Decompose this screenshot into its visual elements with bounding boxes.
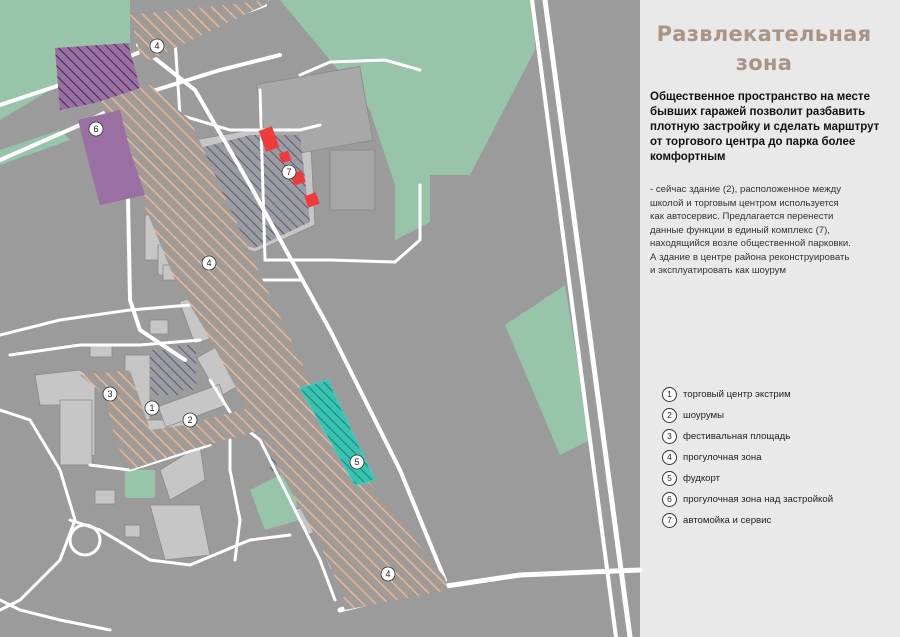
panel-title (635, 20, 893, 78)
svg-text:2: 2 (187, 415, 193, 425)
marker-2[interactable] (183, 413, 197, 427)
legend-item-2 (662, 405, 833, 426)
marker-7[interactable] (282, 165, 296, 179)
legend-label: прогулочная зона (683, 452, 762, 463)
marker-6[interactable] (89, 122, 103, 136)
panel-title-line-2: зона (735, 51, 793, 75)
description-line: находящийся возле общественной парковки. (650, 238, 851, 249)
description-line: данные функции в единый комплекс (7), (650, 224, 830, 236)
svg-text:7: 7 (286, 167, 292, 177)
svg-text:3: 3 (107, 389, 113, 399)
legend-number: 4 (662, 450, 677, 465)
svg-text:4: 4 (385, 569, 391, 579)
description-line: А здание в центре района реконструировать (650, 251, 850, 263)
description-line: школой и торговым центром используется (650, 197, 839, 209)
marker-4-bottom[interactable] (381, 567, 395, 581)
marker-3[interactable] (103, 387, 117, 401)
legend-number: 2 (662, 408, 677, 423)
legend-item-4 (662, 447, 833, 468)
legend-number: 5 (662, 471, 677, 486)
legend-label: прогулочная зона над застройкой (683, 494, 834, 505)
marker-4-middle[interactable] (202, 256, 216, 270)
description-paragraph (650, 183, 885, 278)
svg-text:1: 1 (149, 403, 155, 413)
svg-text:4: 4 (206, 258, 212, 268)
legend-number: 7 (662, 513, 677, 528)
description-line: - сейчас здание (2), расположенное между (650, 184, 842, 195)
legend-item-1 (662, 384, 833, 405)
legend-item-3 (662, 426, 833, 447)
svg-text:5: 5 (354, 457, 360, 467)
svg-text:6: 6 (93, 124, 99, 134)
legend-item-6 (662, 489, 833, 510)
svg-text:4: 4 (154, 41, 160, 51)
description-line: как автосервис. Предлагается перенести (650, 211, 834, 222)
description-line: и эксплуатировать как шоурум (650, 265, 786, 276)
info-panel (635, 0, 900, 637)
panel-title-line-1: Развлекательная (656, 22, 872, 46)
legend-number: 3 (662, 429, 677, 444)
legend-label: шоурумы (683, 410, 725, 421)
legend-label: фестивальная площадь (683, 431, 791, 442)
legend-label: автомойка и сервис (683, 515, 772, 526)
legend-item-7 (662, 510, 833, 531)
legend-label: фудкорт (683, 473, 721, 484)
marker-1[interactable] (145, 401, 159, 415)
marker-5[interactable] (350, 455, 364, 469)
legend-label: торговый центр экстрим (683, 389, 791, 400)
lead-paragraph: Общественное пространство на месте бывших гаражей позволит разбавить плотную застройку и сделать марштрут от торгового центра до парка более комфортным (650, 91, 880, 163)
legend-number: 6 (662, 492, 677, 507)
legend-number: 1 (662, 387, 677, 402)
legend-item-5 (662, 468, 833, 489)
marker-4-top[interactable] (150, 39, 164, 53)
legend (662, 384, 833, 531)
